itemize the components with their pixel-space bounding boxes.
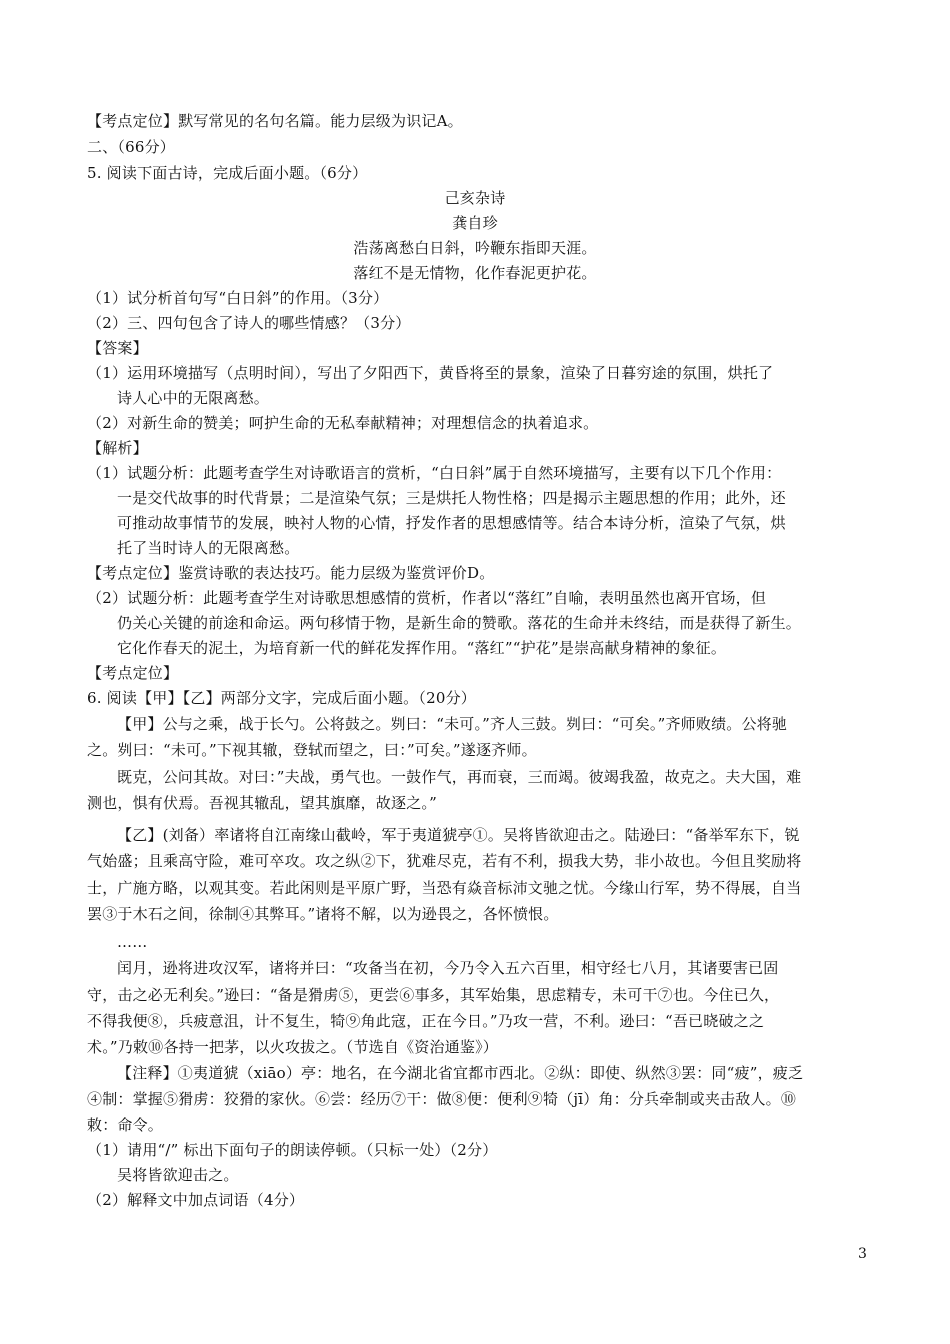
line-1: 【考点定位】默写常见的名句名篇。能力层级为识记A。 [87, 112, 463, 130]
line-3: 5. 阅读下面古诗，完成后面小题。（6分） [87, 164, 368, 182]
line-13: （2）对新生命的赞美；呵护生命的无私奉献精神；对理想信念的执着追求。 [87, 414, 599, 432]
line-17: 可推动故事情节的发展，映衬人物的心情，抒发作者的思想感情等。结合本诗分析，渲染了气氛，烘 [117, 514, 786, 532]
poem-title: 己亥杂诗 [444, 189, 506, 207]
line-24: 6. 阅读【甲】【乙】两部分文字，完成后面小题。（20分） [87, 689, 476, 707]
line-12: 诗人心中的无限离愁。 [117, 389, 270, 407]
line-29: 【乙】(刘备）率诸将自江南缘山截岭，军于夷道猇亭①。吴将皆欲迎击之。陆逊曰：“备举军东下，锐 [117, 826, 800, 844]
analysis-heading: 【解析】 [87, 439, 148, 457]
line-30: 气始盛；且乘高守险，难可卒攻。攻之纵②下，犹难尽克，若有不利，损我大势，非小故也。今但且奖励将 [87, 852, 802, 870]
ellipsis-line: …… [117, 933, 148, 951]
line-39: ④制：掌握⑤猾虏：狡猾的家伙。⑥尝：经历⑦干：做⑧便：便利⑨犄（jī）角：分兵牵制或夹击敌人。⑩ [87, 1090, 797, 1108]
line-32: 罢③于木石之间，徐制④其弊耳。”诸将不解，以为逊畏之，各怀愤恨。 [87, 905, 559, 923]
line-19: 【考点定位】鉴赏诗歌的表达技巧。能力层级为鉴赏评价D。 [87, 564, 495, 582]
line-25: 【甲】公与之乘，战于长勺。公将鼓之。刿曰：“未可。”齐人三鼓。刿曰：“可矣。”齐师败绩。公将驰 [117, 715, 788, 733]
line-37: 术。”乃敕⑩各持一把茅，以火攻拔之。（节选自《资治通鉴》） [87, 1038, 498, 1056]
line-28: 测也，惧有伏焉。吾视其辙乱，望其旗靡，故逐之。” [87, 794, 437, 812]
line-35: 守，击之必无利矣。”逊曰：“备是猾虏⑤，更尝⑥事多，其军始集，思虑精专，未可干⑦也。今住已久， [87, 986, 780, 1004]
line-36: 不得我便⑧，兵疲意沮，计不复生，犄⑨角此寇，正在今日。”乃攻一营，不利。逊曰：“吾已晓破之之 [87, 1012, 765, 1030]
poem-line-1: 浩荡离愁白日斜，吟鞭东指即天涯。 [353, 239, 597, 257]
line-43: （2）解释文中加点词语（4分） [87, 1191, 305, 1209]
line-41: （1）请用“/” 标出下面句子的朗读停顿。（只标一处）（2分） [87, 1141, 498, 1159]
poem-line-2: 落红不是无情物，化作春泥更护花。 [353, 264, 597, 282]
poem-author: 龚自珍 [452, 214, 498, 232]
line-21: 仍关心关键的前途和命运。两句移情于物，是新生命的赞歌。落花的生命并未终结，而是获得了新生。 [117, 614, 802, 632]
line-23: 【考点定位】 [87, 664, 179, 682]
line-27: 既克，公问其故。对曰：”夫战，勇气也。一鼓作气，再而衰，三而竭。彼竭我盈，故克之。夫大国，难 [117, 768, 802, 786]
line-26: 之。刿曰：“未可。”下视其辙，登轼而望之，曰：”可矣。”遂逐齐师。 [87, 741, 537, 759]
line-40: 敕：命令。 [87, 1116, 164, 1134]
line-38: 【注释】①夷道猇（xiāo）亭：地名，在今湖北省宜都市西北。②纵：即使、纵然③罢：同“疲”，疲乏 [117, 1064, 804, 1082]
line-22: 它化作春天的泥土，为培育新一代的鲜花发挥作用。“落红”“护花”是崇高献身精神的象征。 [117, 639, 727, 657]
page-number: 3 [858, 1246, 867, 1262]
line-16: 一是交代故事的时代背景；二是渲染气氛；三是烘托人物性格；四是揭示主题思想的作用；此外，还 [117, 489, 786, 507]
answer-heading: 【答案】 [87, 339, 148, 357]
line-42: 吴将皆欲迎击之。 [117, 1166, 239, 1184]
line-11: （1）运用环境描写（点明时间），写出了夕阳西下，黄昏将至的景象，渲染了日暮穷途的氛围，烘托了 [87, 364, 774, 382]
line-34: 闰月，逊将进攻汉军，诸将并曰：“攻备当在初，今乃令入五六百里，相守经七八月，其诸要害已固 [117, 959, 779, 977]
line-9: （2）三、四句包含了诗人的哪些情感？（3分） [87, 314, 411, 332]
line-31: 士，广施方略，以观其变。若此闲则是平原广野，当恐有焱音标沛文驰之忧。今缘山行军，势不得展，自当 [87, 879, 802, 897]
line-15: （1）试题分析：此题考查学生对诗歌语言的赏析，“白日斜”属于自然环境描写，主要有以下几个作用： [87, 464, 782, 482]
line-2: 二、（66分） [87, 138, 175, 156]
line-18: 托了当时诗人的无限离愁。 [117, 539, 300, 557]
line-8: （1）试分析首句写“白日斜”的作用。（3分） [87, 289, 389, 307]
line-20: （2）试题分析：此题考查学生对诗歌思想感情的赏析，作者以“落红”自喻，表明虽然也离开官场，但 [87, 589, 767, 607]
